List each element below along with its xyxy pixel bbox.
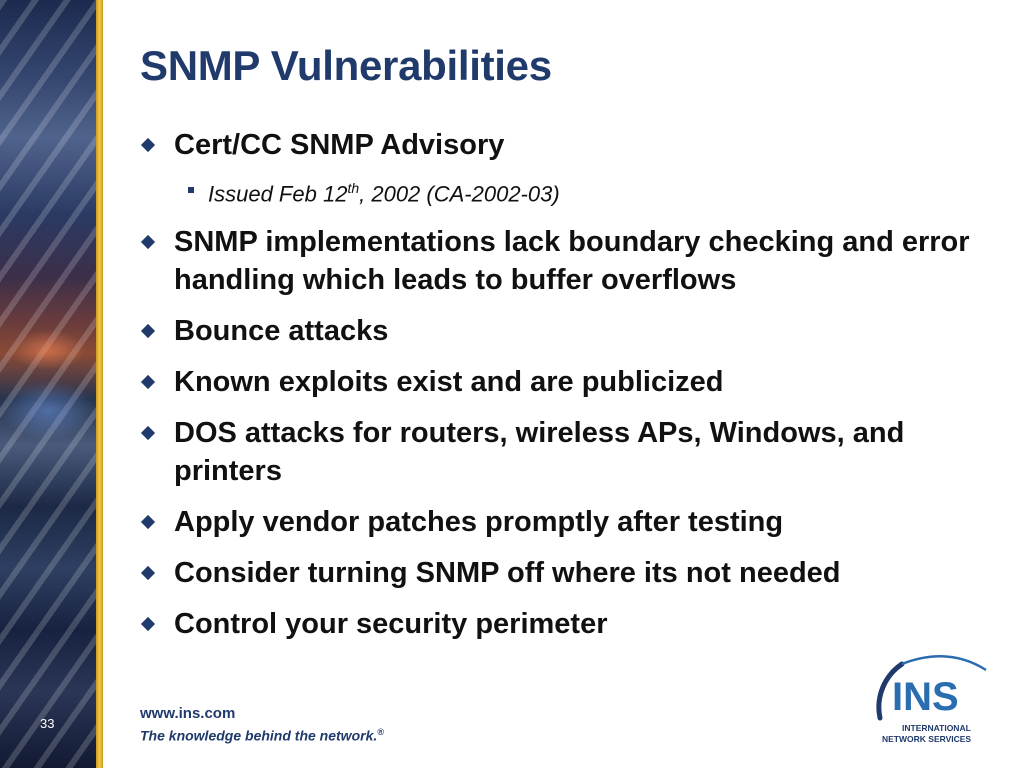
bullet-text: SNMP implementations lack boundary checking and error handling which leads to buffer overflows: [174, 226, 970, 297]
bullet-text: Consider turning SNMP off where its not needed: [174, 557, 841, 590]
bullet-item: [140, 312, 1000, 350]
logo-swoosh-icon: [902, 656, 986, 670]
decorative-photo-strip: [0, 0, 96, 768]
diamond-bullet-icon: [141, 235, 155, 249]
footer-tagline: [140, 727, 384, 744]
logo-line1: INTERNATIONAL: [902, 723, 971, 733]
slide-title: SNMP Vulnerabilities: [140, 42, 552, 89]
registered-mark: ®: [377, 727, 384, 737]
page-number: 33: [40, 716, 55, 731]
bullet-item: [140, 605, 1000, 643]
sub-bullet-text: Issued Feb 12: [208, 181, 348, 207]
sub-bullet-superscript: th: [347, 180, 360, 196]
bullet-text: Cert/CC SNMP Advisory: [174, 129, 505, 161]
bullet-list: [140, 126, 1000, 656]
diamond-bullet-icon: [141, 617, 155, 631]
bullet-item: [140, 414, 1000, 490]
bullet-text: Bounce attacks: [174, 315, 389, 348]
diamond-bullet-icon: [141, 515, 155, 529]
bullet-text: DOS attacks for routers, wireless APs, Windows, and printers: [174, 417, 905, 488]
bullet-item: [140, 554, 1000, 592]
footer-tagline-text: The knowledge behind the network.: [140, 727, 378, 744]
photo-highlight: [0, 380, 96, 440]
sub-bullet-text-tail: , 2002 (CA-2002-03): [359, 181, 560, 207]
bullet-item: [140, 126, 1000, 164]
bullet-item: [140, 503, 1000, 541]
bullet-text: Control your security perimeter: [174, 608, 608, 641]
ins-logo: [858, 652, 992, 750]
photo-highlight: [10, 330, 86, 370]
bullet-text: Apply vendor patches promptly after testing: [174, 506, 784, 539]
bullet-text: Known exploits exist and are publicized: [174, 366, 724, 399]
diamond-bullet-icon: [141, 324, 155, 338]
logo-line2: NETWORK SERVICES: [882, 734, 972, 744]
diamond-bullet-icon: [141, 138, 155, 152]
square-bullet-icon: [188, 187, 194, 193]
gold-divider-bar: [96, 0, 103, 768]
logo-wordmark: INS: [892, 675, 959, 719]
diamond-bullet-icon: [141, 426, 155, 440]
diamond-bullet-icon: [141, 375, 155, 389]
sub-bullet-item: [140, 173, 1000, 209]
footer-url-link[interactable]: www.ins.com: [140, 705, 236, 722]
bullet-item: [140, 223, 1000, 299]
bullet-item: [140, 363, 1000, 401]
diamond-bullet-icon: [141, 566, 155, 580]
